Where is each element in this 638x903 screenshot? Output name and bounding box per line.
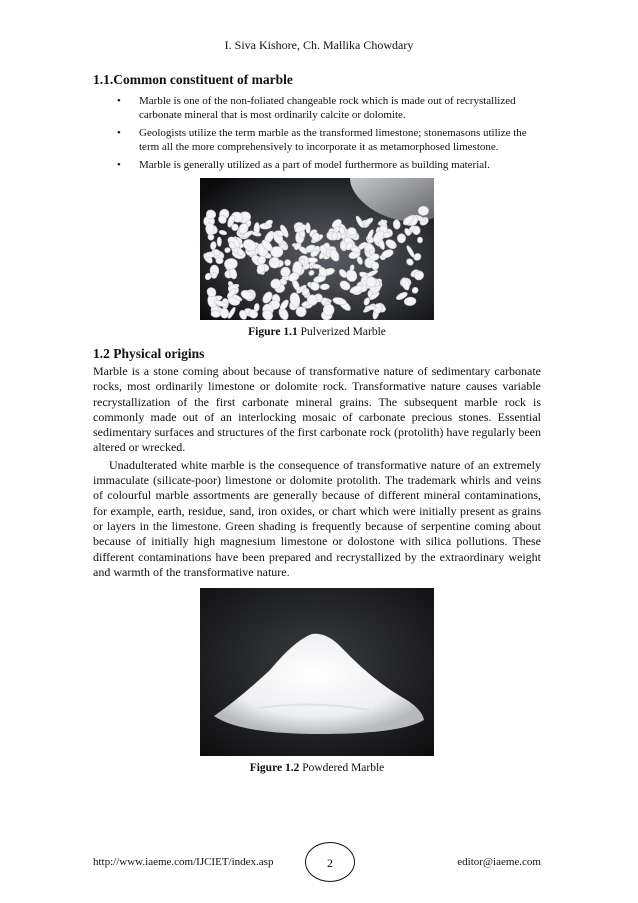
- marble-grain: [320, 284, 330, 291]
- section-title: 1.1.Common constituent of marble: [93, 72, 293, 87]
- figure-pulverized-marble: [93, 178, 541, 338]
- marble-grain: [417, 237, 423, 243]
- footer-url-link[interactable]: http://www.iaeme.com/IJCIET/index.asp: [93, 856, 274, 868]
- marble-grain: [296, 307, 307, 317]
- bullet-item: • Geologists utilize the term marble as the transformed limestone; stonemasons utilize the term all the more comprehensively to incorporate it as metamorphosed limestone.: [93, 126, 541, 154]
- marble-grain: [371, 262, 379, 271]
- figure-label: Figure 1.2: [249, 762, 300, 775]
- bullet-item: • Marble is generally utilized as a part of model furthermore as building material.: [93, 158, 541, 172]
- page-number: 2: [305, 842, 355, 882]
- figure-powdered-marble: [93, 588, 541, 774]
- marble-grain: [418, 206, 429, 216]
- marble-grain: [217, 237, 222, 246]
- footer-email-link[interactable]: editor@iaeme.com: [457, 856, 541, 868]
- marble-grain: [284, 259, 291, 266]
- figure-caption-text: Pulverized Marble: [297, 326, 386, 338]
- marble-grain: [365, 305, 376, 310]
- bullet-list: [93, 94, 541, 172]
- figure-caption: [93, 326, 541, 338]
- section-title: 1.2 Physical origins: [93, 346, 205, 361]
- marble-grain: [331, 232, 337, 241]
- page-footer: [93, 842, 541, 882]
- marble-grain: [254, 303, 260, 311]
- running-header: I. Siva Kishore, Ch. Mallika Chowdary: [224, 38, 414, 52]
- body-paragraph: Unadulterated white marble is the consequence of transformative nature of an extremely immaculate (silicate-poor) limestone or dolomite protolith. The trademark whirls and veins of colourful marble assortments are generally because of different mineral contaminations, for example, earth, residue, sand, iron oxides, or chart which were initially present as grains or layers in the limestone. Green shading is frequently because of serpentine coming about because of initially high magnesium limestone or dolostone with silica pollutions. These different contaminations have been prepared and recrystallized by the extraordinary weight and warmth of the transformative nature.: [93, 457, 541, 579]
- figure-caption: [93, 762, 541, 774]
- bullet-item: • Marble is one of the non-foliated changeable rock which is made out of recrystallized carbonate mineral that is most ordinarily calcite or dolomite.: [93, 94, 541, 122]
- page-content: [93, 72, 541, 774]
- powdered-marble-image: [200, 588, 434, 756]
- marble-grain: [215, 257, 223, 264]
- figure-caption-text: Powdered Marble: [299, 762, 385, 775]
- marble-grain: [307, 257, 317, 263]
- figure-label: Figure 1.1: [248, 326, 298, 338]
- pulverized-marble-image: [200, 178, 434, 320]
- body-paragraph: Marble is a stone coming about because of transformative nature of sedimentary carbonate rocks, most ordinarily limestone or dolomite rock. Transformative nature causes variable recrystallization of the first carbonate mineral grains. The subsequent marble rock is commonly made out of an interlocking mosaic of carbonate precious stones. Essential sedimentary surfaces and structures of the first carbonate rock (protolith) have regularly been altered or wrecked.: [93, 364, 541, 455]
